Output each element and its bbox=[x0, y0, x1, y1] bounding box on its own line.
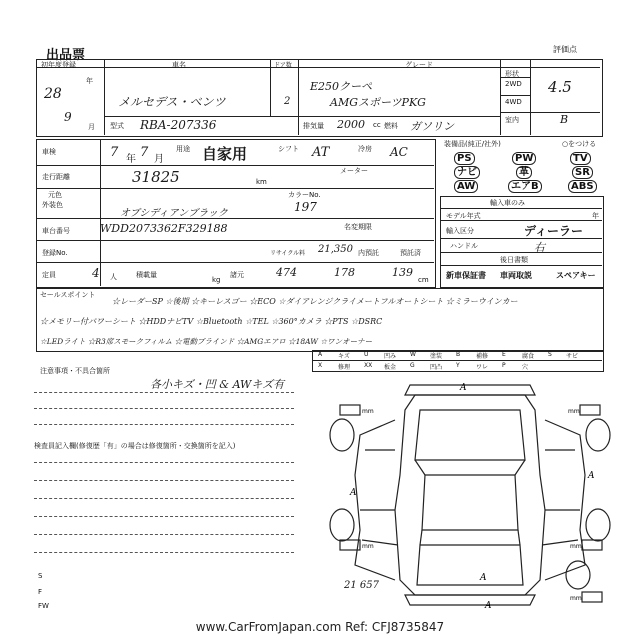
cm-unit: cm bbox=[418, 276, 429, 284]
color-value: オブシディアンブラック bbox=[120, 208, 228, 219]
legend-label-2: 凹み bbox=[384, 353, 397, 360]
color-no-label: カラーNo. bbox=[288, 191, 321, 199]
legend-code-x: X bbox=[318, 362, 323, 369]
mileage-value: 31825 bbox=[132, 168, 180, 186]
import-kind-value: ディーラー bbox=[524, 224, 584, 238]
handle-value: 右 bbox=[534, 241, 545, 254]
damage-mark-front: A bbox=[460, 383, 467, 393]
legend-code-b: B bbox=[456, 351, 461, 358]
legend-label-9: 凹凸 bbox=[430, 364, 443, 371]
use-label: 用途 bbox=[176, 145, 190, 153]
door-value: 2 bbox=[284, 96, 291, 107]
model-label: 型式 bbox=[110, 122, 124, 130]
mm-label-4: mm bbox=[570, 543, 582, 550]
capacity-value: 4 bbox=[92, 266, 100, 280]
legend-label-3: 塗装 bbox=[430, 353, 443, 360]
legend-code-y: Y bbox=[456, 362, 460, 369]
vin-label: 車台番号 bbox=[42, 227, 70, 235]
year-unit: 年 bbox=[86, 77, 93, 85]
legend-code-s: S bbox=[548, 351, 552, 358]
use-value: 自家用 bbox=[202, 145, 248, 163]
displacement-value: 2000 bbox=[337, 118, 365, 131]
grade-text-1: E250クーペ bbox=[310, 80, 373, 93]
capacity-label: 定員 bbox=[42, 271, 56, 279]
legend-code-u: U bbox=[364, 351, 369, 358]
grade-value: 4.5 bbox=[548, 78, 572, 96]
length-value: 474 bbox=[276, 266, 297, 279]
orig-color-label: 元色 bbox=[48, 191, 62, 199]
legend-label-11: 穴 bbox=[522, 364, 529, 371]
shaken-year: 7 bbox=[110, 145, 119, 160]
sales-points-line1: ☆レーダーSP ☆後期 ☆キーレスゴー ☆ECO ☆ダイアレンジクライメートフルオートシート ☆ミラーウインカー bbox=[112, 297, 518, 306]
legend-code-a: A bbox=[318, 351, 323, 358]
sales-points-line3: ☆LEDライト ☆R3席スモークフィルム ☆電動ブラインド ☆AMGエアロ ☆18AW ☆ワンオーナー bbox=[40, 337, 373, 346]
legend-label-6: サビ bbox=[566, 353, 579, 360]
shape-label: 形状 bbox=[505, 70, 519, 78]
reg-year-label: 初年度登録 bbox=[41, 61, 76, 69]
door-label: ドア数 bbox=[274, 62, 292, 69]
mileage-label: 走行距離 bbox=[42, 173, 70, 181]
color-label: 外装色 bbox=[42, 201, 63, 209]
mm-label-2: mm bbox=[568, 408, 580, 415]
legend-label-7: 修理 bbox=[338, 364, 351, 371]
sales-points-title: セールスポイント bbox=[40, 291, 96, 299]
height-value: 139 bbox=[392, 266, 413, 279]
legend-code-g: G bbox=[410, 362, 415, 369]
shaken-month: 7 bbox=[140, 145, 149, 160]
damage-mark-left: A bbox=[350, 488, 357, 498]
cc-unit: cc bbox=[373, 121, 381, 129]
mm-label-3: mm bbox=[362, 543, 374, 550]
shift-label: シフト bbox=[278, 145, 299, 153]
inspector-title: 検査員記入欄(修復歴「有」の場合は修復箇所・交換箇所を記入) bbox=[34, 442, 236, 450]
equipment-title: 装備品(純正/社外) bbox=[444, 140, 501, 148]
side-label-f: F bbox=[38, 588, 43, 596]
kg-unit: kg bbox=[212, 276, 221, 284]
shaken-label: 車検 bbox=[42, 148, 56, 156]
legend-label-10: ワレ bbox=[476, 364, 489, 371]
legend-label-5: 腐食 bbox=[522, 353, 535, 360]
deposit-label: 内預託 bbox=[358, 249, 379, 257]
shaken-month-unit: 月 bbox=[154, 154, 164, 165]
cooler-value: AC bbox=[390, 145, 408, 159]
damage-mark-bumper: A bbox=[485, 601, 492, 610]
reg-year-value: 28 bbox=[44, 86, 62, 102]
car-name-label: 車名 bbox=[172, 61, 186, 69]
equip-tv: TV bbox=[570, 152, 591, 165]
name-change-label: 名変期限 bbox=[344, 223, 372, 231]
recycle-label: リサイクル料 bbox=[270, 250, 306, 257]
equip-airbag: エアB bbox=[508, 180, 542, 193]
grade-label: 評価点 bbox=[553, 45, 577, 54]
handle-label: ハンドル bbox=[450, 242, 478, 250]
drive-4wd-label: 4WD bbox=[505, 98, 522, 106]
damage-mark-rear: A bbox=[480, 573, 487, 583]
legend-code-p: P bbox=[502, 362, 506, 369]
month-unit: 月 bbox=[88, 123, 95, 131]
equip-abs: ABS bbox=[568, 180, 597, 193]
interior-grade-value: B bbox=[560, 113, 569, 126]
sheet-title: 出品票 bbox=[46, 48, 86, 63]
import-title: 輸入車のみ bbox=[490, 199, 525, 207]
equip-ps: PS bbox=[454, 152, 475, 165]
diagram-bottom-code: 21 657 bbox=[344, 580, 379, 591]
fuel-label: 燃料 bbox=[384, 122, 398, 130]
legend-label-1: キズ bbox=[338, 353, 350, 360]
reg-month-value: 9 bbox=[64, 110, 72, 124]
fuel-value: ガソリン bbox=[410, 120, 454, 133]
capacity-unit: 人 bbox=[110, 273, 117, 281]
side-label-s: S bbox=[38, 572, 43, 580]
mm-label-1: mm bbox=[362, 408, 374, 415]
reg-no-label: 登録No. bbox=[42, 249, 68, 257]
doc-warranty: 新車保証書 bbox=[446, 271, 486, 280]
model-year-label: モデル年式 bbox=[446, 212, 481, 220]
equip-leather: 革 bbox=[516, 166, 532, 179]
notes-content: 各小キズ・凹 & AWキズ有 bbox=[150, 378, 285, 391]
legend-code-w: W bbox=[410, 351, 416, 358]
vin-value: WDD2073362F329188 bbox=[100, 222, 228, 235]
legend-code-xx: XX bbox=[364, 362, 373, 369]
doc-spare-key: スペアキー bbox=[556, 271, 596, 280]
sales-points-line2: ☆メモリー付パワーシート ☆HDDナビTV ☆Bluetooth ☆TEL ☆360°カメラ ☆PTS ☆DSRC bbox=[40, 317, 383, 326]
later-docs-title: 後日書類 bbox=[500, 256, 528, 264]
import-kind-label: 輸入区分 bbox=[446, 227, 474, 235]
damage-mark-right: A bbox=[588, 471, 595, 481]
km-unit: km bbox=[256, 178, 267, 186]
equip-sr: SR bbox=[572, 166, 593, 179]
watermark-footer: www.CarFromJapan.com Ref: CFJ8735847 bbox=[195, 620, 445, 634]
meter-label: メーター bbox=[340, 167, 368, 175]
equip-navi: ナビ bbox=[454, 166, 480, 179]
deposit-box-label: 預託済 bbox=[400, 249, 421, 257]
model-value: RBA-207336 bbox=[140, 118, 217, 132]
equipment-circle-note: ○をつける bbox=[562, 140, 597, 148]
car-damage-diagram bbox=[320, 380, 620, 610]
model-year-unit: 年 bbox=[592, 212, 599, 220]
grade-head-label: グレード bbox=[405, 61, 433, 69]
grade-text-2: AMGスポーツPKG bbox=[330, 96, 426, 109]
doc-manual: 車両取説 bbox=[500, 271, 532, 280]
seat-label: 室内 bbox=[505, 116, 519, 124]
width-value: 178 bbox=[334, 266, 355, 279]
car-name-value: メルセデス・ベンツ bbox=[118, 95, 226, 109]
legend-label-8: 板金 bbox=[384, 364, 397, 371]
drive-2wd-label: 2WD bbox=[505, 80, 522, 88]
legend-label-4: 補修 bbox=[476, 353, 489, 360]
legend-code-e: E bbox=[502, 351, 506, 358]
displacement-label: 排気量 bbox=[303, 122, 324, 130]
recycle-value: 21,350 bbox=[318, 244, 353, 255]
shaken-year-unit: 年 bbox=[126, 154, 136, 165]
dims-label: 諸元 bbox=[230, 271, 244, 279]
notes-title: 注意事項・不具合箇所 bbox=[40, 367, 110, 375]
cooler-label: 冷房 bbox=[358, 145, 372, 153]
side-label-fw: FW bbox=[38, 602, 49, 610]
mm-label-5: mm bbox=[570, 595, 582, 602]
equip-aw: AW bbox=[454, 180, 478, 193]
load-label: 積載量 bbox=[136, 271, 157, 279]
color-no-value: 197 bbox=[294, 200, 317, 214]
shift-value: AT bbox=[312, 145, 330, 160]
equip-pw: PW bbox=[512, 152, 536, 165]
